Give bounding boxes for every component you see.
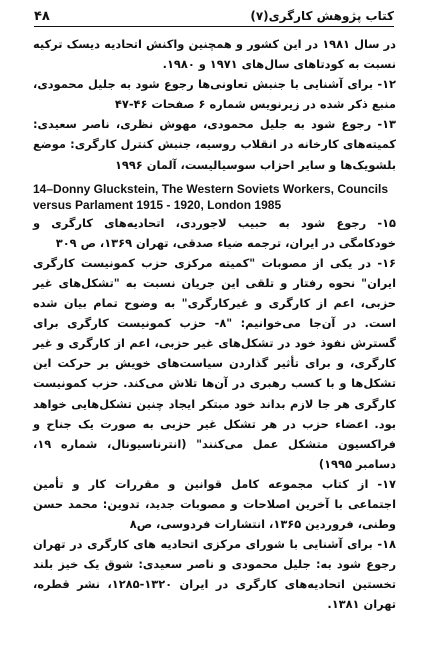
footnote-11-continuation: در سال ۱۹۸۱ در این کشور و همچنین واکنش اتحادیه دیسک ترکیه نسبت به کودتاهای سال‌های ۱۹۷۱ و ۱۹۸۰. <box>33 37 397 72</box>
footnote-14: 14–Donny Gluckstein, The Western Soviets Workers, Councils versus Parlament 1915 - 1920, London 1985 <box>33 181 388 212</box>
footnotes-body <box>33 34 396 615</box>
footnote-18: ۱۸- برای آشنایی با شورای مرکزی اتحادیه های کارگری در تهران رجوع شود به: جلیل محمودی و ناصر سعیدی: شوق یک خیز بلند تخستین اتحادیه‌های کارگری در ایران ۱۳۲۰-۱۲۸۵، نشر قطره، تهران ۱۳۸۱. <box>33 537 396 612</box>
footnote-17: ۱۷- از کتاب مجموعه کامل قوانین و مقررات کار و تأمین اجتماعی با آخرین اصلاحات و مصوبات جدید، تدوین: محمد حسن وطنی، فروردین ۱۳۶۵، انتشارات فردوسی، ص۸ <box>33 476 396 532</box>
book-title: کتاب پژوهش کارگری(۷) <box>250 9 394 23</box>
page-number: ۴۸ <box>34 8 50 24</box>
footnote-12: ۱۲- برای آشنایی با جنبش تعاونی‌ها رجوع شود به جلیل محمودی، منبع ذکر شده در زیرنویس شماره ۶ صفحات ۴۶-۴۷ <box>33 77 396 112</box>
footnote-16: ۱۶- در یکی از مصوبات "کمیته مرکزی حزب کمونیست کارگری ایران" نحوه رفتار و تلقی این جریان نسبت به "تشکل‌های غیر حزبی، اعم از کارگری و غیرکارگری" به وضوح تمام بیان شده است. در آن‌جا می‌خوانیم: "۸- حزب کمونیست کارگری برای گسترش نفوذ خود در تشکل‌های غیر حزبی، اعم از کارگری و غیر کارگری، و برای تأثیر گذاردن سیاست‌های خویش بر حرکت این تشکل‌ها و با کسب رهبری در آن‌ها تلاش می‌کند. حزب کمونیست کارگری هر جا لازم بداند خود مبتکر ایجاد چنین تشکل‌هایی خواهد بود. اعضاء حزب در هر تشکل غیر حزبی به صورت یک جناح و فراکسیون متشکل عمل می‌کنند" (انترناسیونال، شماره ۱۹، دسامبر ۱۹۹۵) <box>33 255 396 471</box>
footnote-15: ۱۵- رجوع شود به حبیب لاجوردی، اتحادیه‌های کارگری و خودکامگی در ایران، ترجمه ضیاء صدقی، تهران ۱۳۶۹، ص ۳۰۹ <box>33 215 396 250</box>
page-header <box>34 6 394 27</box>
footnote-13: ۱۳- رجوع شود به جلیل محمودی، مهوش نظری، ناصر سعیدی: کمیته‌های کارخانه در انقلاب روسیه، جنبش کنترل کارگری: موضع بلشویک‌ها و سایر احزاب سوسیالیست، آلمان ۱۹۹۶ <box>33 117 396 172</box>
